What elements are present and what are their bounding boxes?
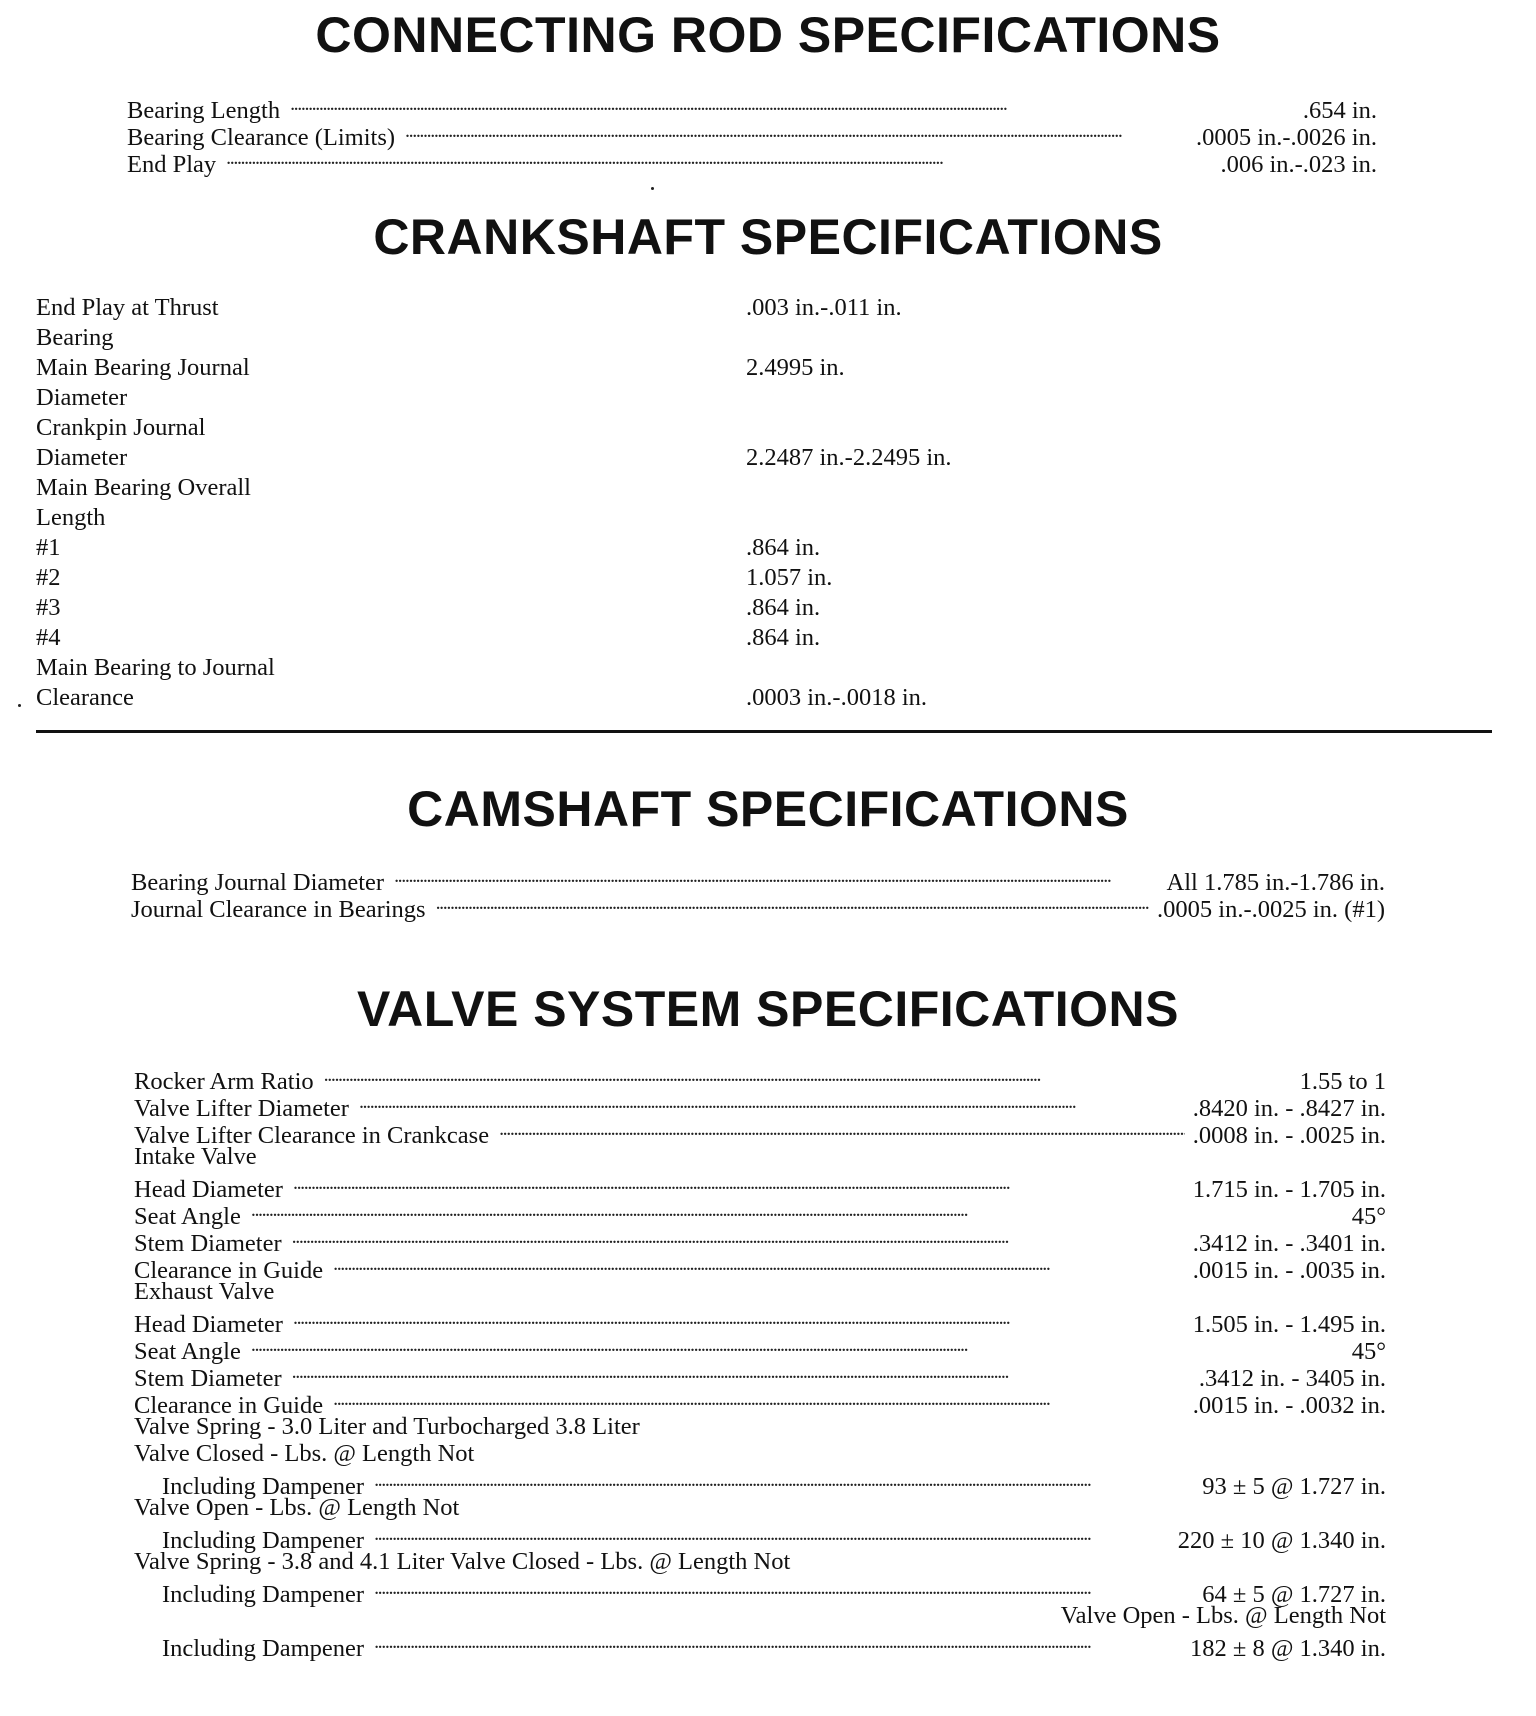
list-item xyxy=(36,323,1036,353)
spec-label: Including Dampener xyxy=(162,1473,365,1500)
spec-value: 45° xyxy=(1351,1203,1386,1230)
spec-label: Bearing Clearance (Limits) xyxy=(127,124,396,151)
list-item xyxy=(127,118,1377,151)
list-item xyxy=(134,1170,1386,1203)
list-item xyxy=(134,1521,1386,1554)
spec-label: Valve Lifter Diameter xyxy=(134,1095,349,1122)
spec-label: Valve Lifter Clearance in Crankcase xyxy=(134,1122,490,1149)
spec-label: #2 xyxy=(36,564,61,591)
list-item xyxy=(36,623,1036,653)
spec-value: .864 in. xyxy=(746,534,821,561)
spec-label: Main Bearing Journal xyxy=(36,354,250,381)
spec-label: Including Dampener xyxy=(162,1581,365,1608)
spec-label: End Play at Thrust xyxy=(36,294,219,321)
list-item xyxy=(134,1062,1386,1095)
scan-speck xyxy=(651,187,654,190)
spec-subheading: Intake Valve xyxy=(134,1143,257,1170)
spec-value: 1.715 in. - 1.705 in. xyxy=(1192,1176,1386,1203)
spec-value: .654 in. xyxy=(1302,97,1377,124)
spec-value: .003 in.-.011 in. xyxy=(746,294,902,321)
list-item xyxy=(36,503,1036,533)
spec-label: End Play xyxy=(127,151,217,178)
dot-leader xyxy=(292,1224,1185,1251)
spec-value: All 1.785 in.-1.786 in. xyxy=(1166,869,1385,896)
spec-value: .0005 in.-.0025 in. (#1) xyxy=(1157,896,1385,923)
list-item xyxy=(127,91,1377,124)
list-item xyxy=(131,863,1385,896)
spec-value: 1.55 to 1 xyxy=(1299,1068,1386,1095)
list-item xyxy=(134,1359,1386,1392)
spec-label: Clearance xyxy=(36,684,134,711)
dot-leader xyxy=(499,1116,1185,1143)
valve-system-title: VALVE SYSTEM SPECIFICATIONS xyxy=(357,981,1179,1037)
spec-value: .0005 in.-.0026 in. xyxy=(1195,124,1377,151)
spec-label: Bearing Length xyxy=(127,97,281,124)
list-item xyxy=(134,1197,1386,1230)
spec-label: Diameter xyxy=(36,384,128,411)
dot-leader xyxy=(251,1197,1344,1224)
list-item xyxy=(127,145,1377,178)
spec-value: .3412 in. - .3401 in. xyxy=(1192,1230,1386,1257)
spec-label: Journal Clearance in Bearings xyxy=(131,896,426,923)
list-item xyxy=(36,353,1036,383)
dot-leader xyxy=(333,1251,1185,1278)
spec-label: Length xyxy=(36,504,106,531)
spec-label: Stem Diameter xyxy=(134,1365,282,1392)
camshaft-title: CAMSHAFT SPECIFICATIONS xyxy=(407,781,1129,837)
list-item xyxy=(134,1575,1386,1608)
list-item xyxy=(36,593,1036,623)
dot-leader xyxy=(293,1170,1185,1197)
spec-value: .864 in. xyxy=(746,624,821,651)
list-item xyxy=(36,653,1036,683)
spec-subheading: Valve Closed - Lbs. @ Length Not xyxy=(134,1440,475,1467)
crankshaft-title: CRANKSHAFT SPECIFICATIONS xyxy=(373,209,1163,265)
spec-label: Main Bearing to Journal xyxy=(36,654,275,681)
spec-value: .006 in.-.023 in. xyxy=(1220,151,1377,178)
spec-label: Diameter xyxy=(36,444,128,471)
connecting-rod-list xyxy=(127,91,1377,178)
spec-label: Head Diameter xyxy=(134,1311,283,1338)
spec-value: .0008 in. - .0025 in. xyxy=(1192,1122,1386,1149)
spec-value: .0015 in. - .0032 in. xyxy=(1192,1392,1386,1419)
dot-leader xyxy=(374,1629,1182,1656)
spec-value: 93 ± 5 @ 1.727 in. xyxy=(1202,1473,1386,1500)
dot-leader xyxy=(405,118,1188,145)
list-item xyxy=(134,1629,1386,1662)
spec-label: #4 xyxy=(36,624,61,651)
list-item xyxy=(134,1224,1386,1257)
spec-value: .3412 in. - 3405 in. xyxy=(1198,1365,1386,1392)
dot-leader xyxy=(290,91,1295,118)
dot-leader xyxy=(226,145,1212,172)
spec-label: Seat Angle xyxy=(134,1203,241,1230)
dot-leader xyxy=(374,1575,1194,1602)
spec-subheading: Valve Open - Lbs. @ Length Not xyxy=(134,1494,460,1521)
spec-label: Seat Angle xyxy=(134,1338,241,1365)
spec-value: .0003 in.-.0018 in. xyxy=(746,684,928,711)
spec-label: #1 xyxy=(36,534,61,561)
spec-value: 220 ± 10 @ 1.340 in. xyxy=(1177,1527,1386,1554)
spec-label: Bearing Journal Diameter xyxy=(131,869,385,896)
list-item xyxy=(36,533,1036,563)
spec-subheading: Valve Open - Lbs. @ Length Not xyxy=(1060,1602,1386,1629)
dot-leader xyxy=(436,890,1149,917)
spec-subheading: Valve Spring - 3.0 Liter and Turbocharged 3.8 Liter xyxy=(134,1413,640,1440)
spec-value: .8420 in. - .8427 in. xyxy=(1192,1095,1386,1122)
valve-system-list xyxy=(134,1062,1386,1662)
dot-leader xyxy=(374,1467,1194,1494)
spec-value: 1.057 in. xyxy=(746,564,833,591)
dot-leader xyxy=(374,1521,1170,1548)
spec-value: 64 ± 5 @ 1.727 in. xyxy=(1202,1581,1386,1608)
dot-leader xyxy=(293,1305,1185,1332)
list-item xyxy=(36,563,1036,593)
dot-leader xyxy=(251,1332,1344,1359)
spec-label: Clearance in Guide xyxy=(134,1257,324,1284)
spec-label: Including Dampener xyxy=(162,1527,365,1554)
list-item xyxy=(134,1467,1386,1500)
list-item xyxy=(134,1440,1386,1467)
spec-label: Rocker Arm Ratio xyxy=(134,1068,314,1095)
list-item xyxy=(134,1494,1386,1521)
dot-leader xyxy=(333,1386,1185,1413)
list-item xyxy=(36,473,1036,503)
spec-value: 45° xyxy=(1351,1338,1386,1365)
spec-value: .864 in. xyxy=(746,594,821,621)
dot-leader xyxy=(394,863,1158,890)
list-item xyxy=(134,1089,1386,1122)
list-item xyxy=(36,683,1036,713)
list-item xyxy=(36,383,1036,413)
list-item xyxy=(134,1332,1386,1365)
spec-value: .0015 in. - .0035 in. xyxy=(1192,1257,1386,1284)
spec-label: Clearance in Guide xyxy=(134,1392,324,1419)
list-item xyxy=(36,443,1036,473)
spec-subheading: Valve Spring - 3.8 and 4.1 Liter Valve Closed - Lbs. @ Length Not xyxy=(134,1548,791,1575)
dot-leader xyxy=(359,1089,1185,1116)
section-divider xyxy=(36,730,1492,733)
spec-value: 2.4995 in. xyxy=(746,354,845,381)
dot-leader xyxy=(324,1062,1292,1089)
spec-label: Main Bearing Overall xyxy=(36,474,251,501)
list-item xyxy=(36,413,1036,443)
connecting-rod-title: CONNECTING ROD SPECIFICATIONS xyxy=(315,7,1221,63)
scan-speck xyxy=(18,704,21,707)
spec-value: 1.505 in. - 1.495 in. xyxy=(1192,1311,1386,1338)
camshaft-list xyxy=(131,863,1385,923)
spec-label: Bearing xyxy=(36,324,114,351)
list-item xyxy=(134,1305,1386,1338)
spec-label: Head Diameter xyxy=(134,1176,283,1203)
spec-subheading: Exhaust Valve xyxy=(134,1278,275,1305)
spec-label: Crankpin Journal xyxy=(36,414,206,441)
spec-label: Including Dampener xyxy=(162,1635,365,1662)
dot-leader xyxy=(292,1359,1191,1386)
list-item xyxy=(36,293,1036,323)
spec-label: Stem Diameter xyxy=(134,1230,282,1257)
spec-label: #3 xyxy=(36,594,61,621)
crankshaft-list xyxy=(36,293,1036,713)
spec-value: 182 ± 8 @ 1.340 in. xyxy=(1190,1635,1386,1662)
spec-value: 2.2487 in.-2.2495 in. xyxy=(746,444,952,471)
